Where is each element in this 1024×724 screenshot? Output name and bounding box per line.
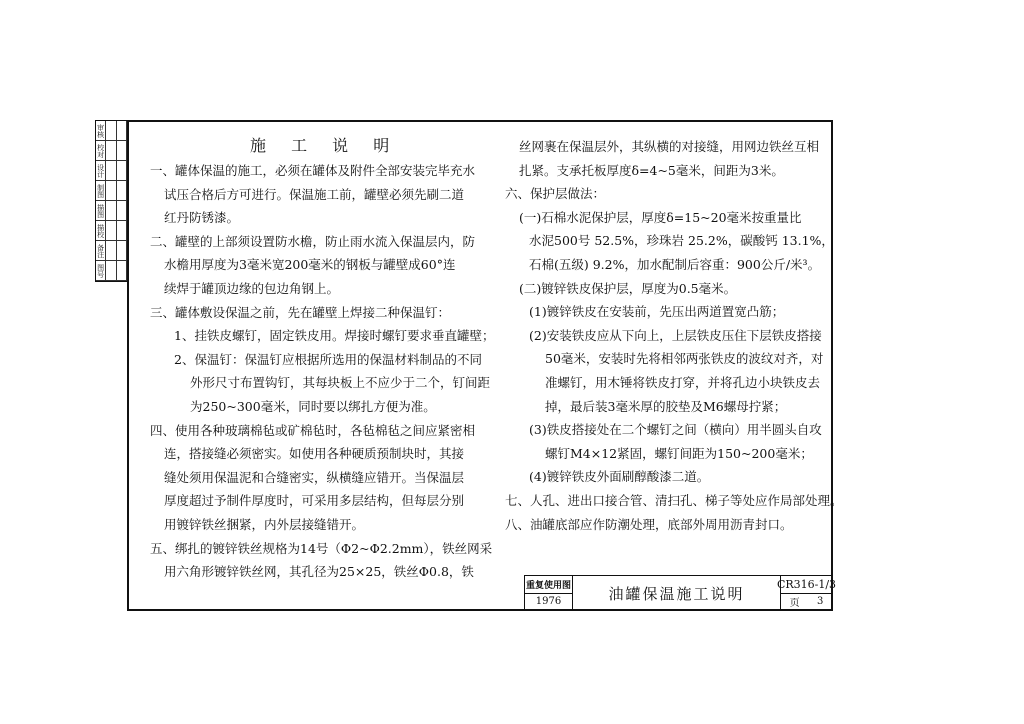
note-line: (二)镀锌铁皮保护层，厚度为0.5毫米。 <box>519 280 737 296</box>
note-line: 六、保护层做法： <box>505 186 606 202</box>
sidebar-label: 备注 <box>96 241 106 261</box>
sidebar-cell <box>117 181 127 201</box>
sidebar-label: 描图 <box>96 201 106 221</box>
sidebar-label: 描校 <box>96 221 106 241</box>
note-line: 水泥500号 52.5%，珍珠岩 25.2%，碳酸钙 13.1%， <box>529 233 834 249</box>
notes-column-right <box>505 135 843 536</box>
title-block <box>524 575 837 611</box>
note-line: (2)安装铁皮应从下向上，上层铁皮压住下层铁皮搭接 <box>529 327 822 343</box>
note-line: 一、罐体保温的施工，必须在罐体及附件全部安装完毕充水 <box>150 163 476 178</box>
sidebar-cell <box>106 161 116 181</box>
note-line: 外形尺寸布置钩钉，其每块板上不应少于二个，钉间距 <box>190 375 491 391</box>
note-line: 续焊于罐顶边缘的包边角钢上。 <box>164 280 340 296</box>
note-line: 螺钉M4×12紧固，螺钉间距为150~200毫米； <box>545 445 813 461</box>
note-line: 七、人孔、进出口接合管、清扫孔、梯子等处应作局部处理。 <box>505 492 843 508</box>
note-line: 准螺钉，用木锤将铁皮打穿，并将孔边小块铁皮去 <box>545 374 821 390</box>
sidebar-cell <box>117 241 127 261</box>
note-line: 石棉(五级) 9.2%，加水配制后容重：900公斤/米³。 <box>529 256 821 272</box>
note-line: 三、罐体敷设保温之前，先在罐壁上焊接二种保温钉： <box>150 304 451 320</box>
reuse-label: 重复使用图 <box>525 576 573 594</box>
sidebar-label: 制图 <box>96 181 106 201</box>
sidebar-cell <box>106 221 116 241</box>
note-line: (3)铁皮搭接处在二个螺钉之间（横向）用半圆头自攻 <box>529 422 822 438</box>
sidebar-label: 审核 <box>96 121 106 141</box>
note-line: (1)镀锌铁皮在安装前，先压出两道置宽凸筋； <box>529 304 785 320</box>
page-cell <box>781 594 833 612</box>
note-line: 八、油罐底部应作防潮处理，底部外周用沥青封口。 <box>505 516 793 532</box>
sidebar-cell <box>117 261 127 281</box>
sidebar-cell <box>117 201 127 221</box>
sidebar-cell <box>117 221 127 241</box>
revision-sidebar <box>95 120 127 282</box>
drawing-code: CR316-1/3 <box>781 576 833 594</box>
sidebar-cell <box>117 121 127 141</box>
note-line: 试压合格后方可进行。保温施工前，罐壁必须先刷二道 <box>164 186 465 202</box>
note-line: 掉，最后装3毫米厚的胶垫及M6螺母拧紧； <box>545 398 787 414</box>
page-label: 页 <box>789 598 800 610</box>
note-line: (4)镀锌铁皮外面刷醇酸漆二道。 <box>529 469 710 485</box>
document-title: 施 工 说 明 <box>250 136 400 155</box>
note-line: 扎紧。支承托板厚度δ=4~5毫米，间距为3米。 <box>519 162 784 178</box>
note-line: 1、挂铁皮螺钉，固定铁皮用。焊接时螺钉要求垂直罐壁； <box>174 328 495 344</box>
page-number: 3 <box>816 596 824 608</box>
note-line: 2、保温钉：保温钉应根据所选用的保温材料制品的不同 <box>174 351 482 367</box>
note-line: 用六角形镀锌铁丝网，其孔径为25×25，铁丝Φ0.8，铁 <box>164 564 474 580</box>
sidebar-label: 图号 <box>96 261 106 281</box>
note-line: 二、罐壁的上部须设置防水檐，防止雨水流入保温层内，防 <box>150 233 476 249</box>
sidebar-cell <box>117 161 127 181</box>
drawing-name: 油罐保温施工说明 <box>573 576 781 611</box>
drawing-year: 1976 <box>525 594 573 612</box>
note-line: 用镀锌铁丝捆紧，内外层接缝错开。 <box>164 516 365 532</box>
note-line: 五、绑扎的镀锌铁丝规格为14号（Φ2~Φ2.2mm），铁丝网采 <box>150 540 493 556</box>
note-line: 为250~300毫米，同时要以绑扎方便为准。 <box>190 398 436 414</box>
sidebar-cell <box>106 121 116 141</box>
sidebar-cell <box>106 241 116 261</box>
sidebar-cell <box>117 141 127 161</box>
note-line: 50毫米，安装时先将相邻两张铁皮的波纹对齐，对 <box>545 351 824 367</box>
note-line: 四、使用各种玻璃棉毡或矿棉毡时，各毡棉毡之间应紧密相 <box>150 422 476 438</box>
note-line: 丝网裹在保温层外，其纵横的对接缝，用网边铁丝互相 <box>519 139 820 154</box>
note-line: 厚度超过予制件厚度时，可采用多层结构，但每层分别 <box>164 493 465 509</box>
note-line: (一)石棉水泥保护层，厚度δ=15~20毫米按重量比 <box>519 209 802 225</box>
note-line: 缝处须用保温泥和合缝密实，纵横缝应错开。当保温层 <box>164 469 465 485</box>
sidebar-cell <box>106 261 116 281</box>
sidebar-cell <box>106 201 116 221</box>
sidebar-label: 设计 <box>96 161 106 181</box>
sidebar-label: 校对 <box>96 141 106 161</box>
sidebar-cell <box>106 181 116 201</box>
note-line: 水檐用厚度为3毫米宽200毫米的钢板与罐壁成60°连 <box>164 257 456 273</box>
note-line: 连，搭接缝必须密实。如使用各种硬质预制块时，其接 <box>164 446 465 462</box>
sidebar-cell <box>106 141 116 161</box>
note-line: 红丹防锈漆。 <box>164 210 240 226</box>
notes-column-left <box>150 135 495 584</box>
